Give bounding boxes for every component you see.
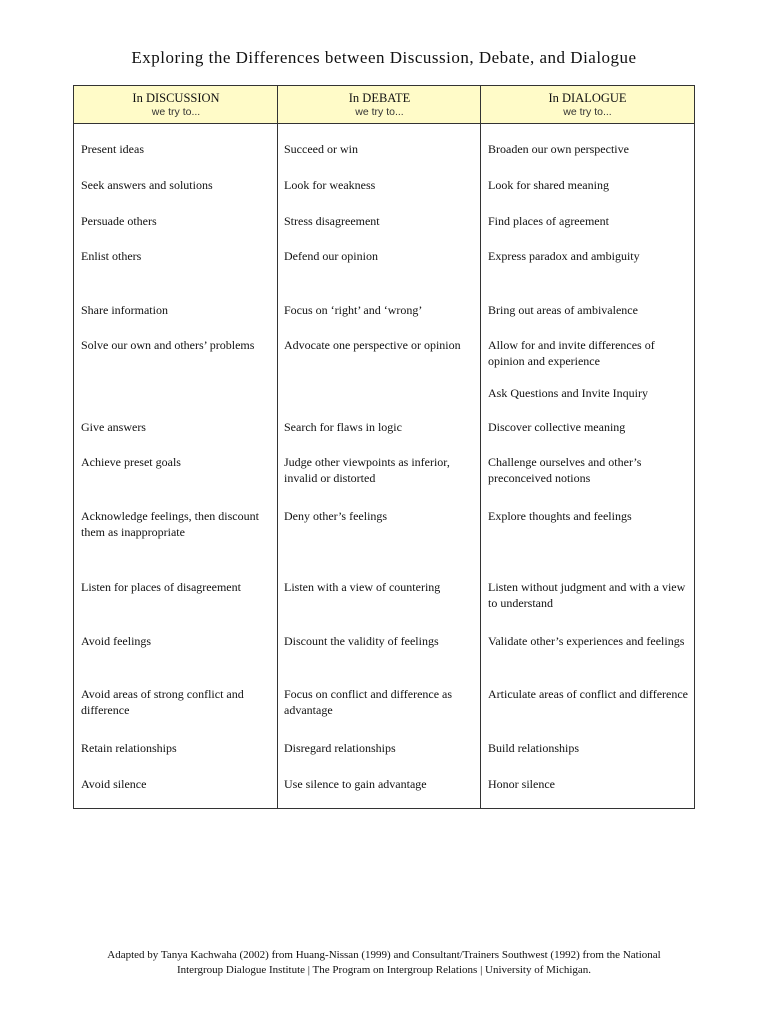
footer-line-1: Adapted by Tanya Kachwaha (2002) from Huang-Nissan (1999) and Consultant/Trainers Southwest (1992) from the National <box>107 949 661 961</box>
cell-discussion: Give answers <box>81 420 146 434</box>
cell-discussion: Retain relationships <box>81 741 177 755</box>
cell-dialogue: Express paradox and ambiguity <box>488 249 640 263</box>
cell-discussion: Solve our own and others’ problems <box>81 338 255 352</box>
header-discussion-title: In DISCUSSION <box>132 90 220 105</box>
cell-dialogue: Discover collective meaning <box>488 420 626 434</box>
cell-discussion: Share information <box>81 303 168 317</box>
cell-debate: Stress disagreement <box>284 214 380 228</box>
header-debate-sub: we try to... <box>355 105 404 118</box>
cell-dialogue: Find places of agreement <box>488 214 609 228</box>
cell-debate: Judge other viewpoints as inferior, invalid or distorted <box>284 455 450 485</box>
header-debate-title: In DEBATE <box>348 90 411 105</box>
cell-discussion: Listen for places of disagreement <box>81 580 241 594</box>
header-dialogue-sub: we try to... <box>563 105 612 118</box>
cell-dialogue: Validate other’s experiences and feelings <box>488 634 685 648</box>
cell-dialogue: Explore thoughts and feelings <box>488 509 632 523</box>
cell-debate: Succeed or win <box>284 142 358 156</box>
header-discussion <box>74 86 278 123</box>
cell-discussion: Avoid areas of strong conflict and difference <box>81 687 244 717</box>
cell-discussion: Acknowledge feelings, then discount them as inappropriate <box>81 509 259 539</box>
header-discussion-sub: we try to... <box>151 105 201 118</box>
cell-debate: Use silence to gain advantage <box>284 777 427 791</box>
cell-debate: Focus on ‘right’ and ‘wrong’ <box>284 303 423 317</box>
cell-discussion: Enlist others <box>81 249 142 263</box>
cell-debate: Deny other’s feelings <box>284 509 388 523</box>
cell-discussion: Achieve preset goals <box>81 455 181 469</box>
cell-debate: Discount the validity of feelings <box>284 634 439 648</box>
comparison-table <box>73 85 695 809</box>
column-divider <box>480 86 481 808</box>
cell-dialogue: Broaden our own perspective <box>488 142 629 156</box>
document-title: Exploring the Differences between Discussion, Debate, and Dialogue <box>131 48 637 67</box>
cell-discussion: Persuade others <box>81 214 157 228</box>
cell-dialogue: Honor silence <box>488 777 555 791</box>
attribution-footer <box>40 948 728 978</box>
header-debate <box>278 86 481 123</box>
cell-debate: Search for flaws in logic <box>284 420 402 434</box>
cell-debate: Look for weakness <box>284 178 376 192</box>
cell-debate: Advocate one perspective or opinion <box>284 338 461 352</box>
footer-line-2: Intergroup Dialogue Institute | The Program on Intergroup Relations | University of Michigan. <box>176 964 592 976</box>
cell-dialogue: Look for shared meaning <box>488 178 609 192</box>
header-dialogue-title: In DIALOGUE <box>548 90 627 105</box>
cell-dialogue: Challenge ourselves and other’s preconceived notions <box>488 455 642 485</box>
cell-discussion: Seek answers and solutions <box>81 178 213 192</box>
cell-discussion: Avoid silence <box>81 777 147 791</box>
cell-dialogue: Articulate areas of conflict and difference <box>488 687 689 701</box>
cell-dialogue: Ask Questions and Invite Inquiry <box>488 386 648 400</box>
column-divider <box>277 86 278 808</box>
header-dialogue <box>481 86 694 123</box>
cell-dialogue: Bring out areas of ambivalence <box>488 303 638 317</box>
cell-debate: Defend our opinion <box>284 249 378 263</box>
cell-debate: Disregard relationships <box>284 741 396 755</box>
cell-dialogue: Listen without judgment and with a view to understand <box>488 580 686 610</box>
cell-discussion: Present ideas <box>81 142 144 156</box>
table-header <box>74 86 694 124</box>
cell-dialogue: Allow for and invite differences of opinion and experience <box>488 338 655 368</box>
cell-discussion: Avoid feelings <box>81 634 152 648</box>
cell-debate: Listen with a view of countering <box>284 580 441 594</box>
cell-debate: Focus on conflict and difference as advantage <box>284 687 453 717</box>
cell-dialogue: Build relationships <box>488 741 579 755</box>
